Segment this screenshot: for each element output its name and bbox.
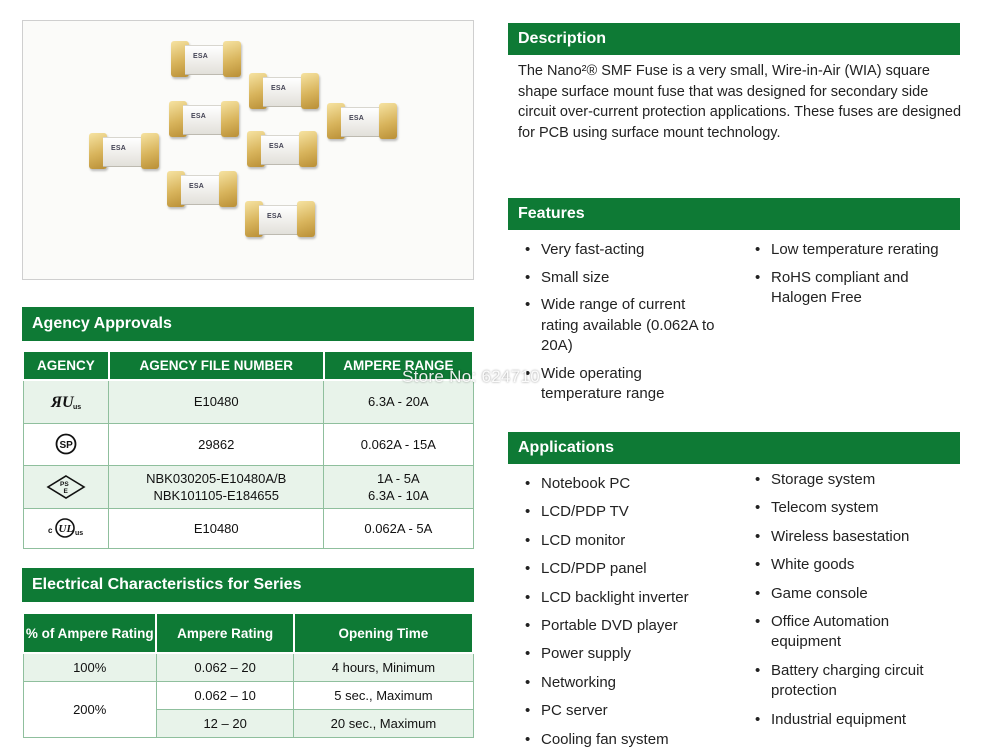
list-item: • Battery charging circuit protection	[755, 661, 955, 702]
list-item: • LCD/PDP panel	[525, 555, 740, 583]
features-header	[508, 198, 960, 230]
section-title: Applications	[518, 439, 615, 456]
ampere-rating-cell: 0.062 – 10	[156, 681, 293, 709]
table-row	[23, 653, 473, 681]
fuse-image: ESA	[89, 131, 159, 171]
list-item: • Power supply	[525, 640, 740, 668]
list-item: • Portable DVD player	[525, 612, 740, 640]
column-header: Opening Time	[294, 613, 473, 653]
fuse-image: ESA	[327, 101, 397, 141]
file-number-line: NBK101105-E184655	[153, 487, 279, 503]
svg-text:UL: UL	[58, 523, 74, 535]
table-header-row	[23, 613, 473, 653]
ampere-range-cell: 0.062A - 5A	[324, 508, 473, 548]
percent-rating-cell: 200%	[23, 681, 156, 737]
product-photo	[22, 20, 474, 280]
applications-header	[508, 432, 960, 464]
csa-icon	[54, 432, 78, 456]
svg-text:ЯU: ЯU	[50, 393, 74, 411]
list-item: • Very fast-acting	[525, 240, 725, 261]
ampere-range-line: 6.3A - 10A	[367, 487, 429, 503]
ampere-range-cell: 6.3A - 20A	[324, 380, 473, 423]
fuse-image: ESA	[171, 39, 241, 79]
fuse-image: ESA	[247, 129, 317, 169]
ampere-range-line: 1A - 5A	[377, 470, 420, 486]
svg-text:E: E	[63, 487, 68, 495]
list-item: • White goods	[755, 555, 955, 576]
list-item: • Low temperature rerating	[755, 240, 945, 261]
svg-text:PS: PS	[59, 480, 69, 488]
list-item: • Networking	[525, 669, 740, 697]
list-item: • PC server	[525, 697, 740, 725]
applications-list-left	[525, 470, 740, 754]
features-list-right	[755, 240, 945, 309]
list-item: • LCD monitor	[525, 527, 740, 555]
electrical-characteristics-table	[22, 612, 474, 738]
list-item: • Storage system	[755, 470, 955, 491]
svg-text:SP: SP	[59, 440, 73, 451]
agency-logo-cell	[23, 380, 109, 423]
ampere-range-cell	[324, 465, 473, 508]
file-number-cell: E10480	[109, 508, 324, 548]
agency-logo-cell	[23, 508, 109, 548]
percent-rating-cell: 100%	[23, 653, 156, 681]
table-row	[23, 681, 473, 709]
column-header: Ampere Rating	[156, 613, 293, 653]
table-row	[23, 508, 473, 548]
list-item: • Small size	[525, 268, 725, 289]
list-item: • Telecom system	[755, 498, 955, 519]
file-number-cell: E10480	[109, 380, 324, 423]
cul-listed-icon	[46, 516, 86, 540]
pse-diamond-icon	[46, 475, 86, 499]
fuse-image: ESA	[167, 169, 237, 209]
file-number-cell	[109, 465, 324, 508]
list-item: • Wide range of current rating available (0.062A to 20A)	[525, 295, 725, 357]
list-item: • LCD backlight inverter	[525, 584, 740, 612]
section-title: Agency Approvals	[32, 315, 172, 332]
ur-recognized-icon	[49, 392, 83, 412]
list-item: • Cooling fan system	[525, 726, 740, 754]
list-item: • Notebook PC	[525, 470, 740, 498]
opening-time-cell: 4 hours, Minimum	[294, 653, 473, 681]
list-item: • RoHS compliant and Halogen Free	[755, 268, 945, 309]
electrical-characteristics-header	[22, 568, 474, 602]
ampere-range-cell: 0.062A - 15A	[324, 423, 473, 465]
fuse-image: ESA	[169, 99, 239, 139]
ampere-rating-cell: 0.062 – 20	[156, 653, 293, 681]
ampere-rating-cell: 12 – 20	[156, 709, 293, 737]
list-item: • Wireless basestation	[755, 527, 955, 548]
column-header: AMPERE RANGE	[324, 351, 473, 380]
agency-logo-cell	[23, 465, 109, 508]
column-header: AGENCY FILE NUMBER	[109, 351, 324, 380]
list-item: • Industrial equipment	[755, 710, 955, 731]
description-header	[508, 23, 960, 55]
svg-text:c: c	[47, 526, 53, 535]
agency-logo-cell	[23, 423, 109, 465]
store-watermark: Store No: 624710	[402, 367, 541, 386]
table-row	[23, 423, 473, 465]
fuse-image: ESA	[249, 71, 319, 111]
list-item: • Office Automation equipment	[755, 612, 955, 653]
opening-time-cell: 20 sec., Maximum	[294, 709, 473, 737]
list-item: • Game console	[755, 584, 955, 605]
table-row	[23, 465, 473, 508]
column-header: AGENCY	[23, 351, 109, 380]
list-item: • Wide operating temperature range	[525, 364, 725, 405]
list-item: • LCD/PDP TV	[525, 498, 740, 526]
features-list-left	[525, 240, 725, 405]
section-title: Electrical Characteristics for Series	[32, 576, 302, 593]
file-number-line: NBK030205-E10480A/B	[146, 470, 287, 486]
section-title: Description	[518, 30, 607, 47]
section-title: Features	[518, 205, 585, 222]
svg-text:us: us	[72, 403, 82, 411]
agency-approvals-header	[22, 307, 474, 341]
fuse-image: ESA	[245, 199, 315, 239]
applications-list-right	[755, 470, 955, 730]
file-number-cell: 29862	[109, 423, 324, 465]
description-text: The Nano²® SMF Fuse is a very small, Wire-in-Air (WIA) square shape surface mount fuse that was designed for secondary side circuit over-current protection applications. These fuses are designed for PCB using surface mount technology.	[518, 63, 962, 141]
svg-text:us: us	[74, 530, 84, 537]
opening-time-cell: 5 sec., Maximum	[294, 681, 473, 709]
column-header: % of Ampere Rating	[23, 613, 156, 653]
